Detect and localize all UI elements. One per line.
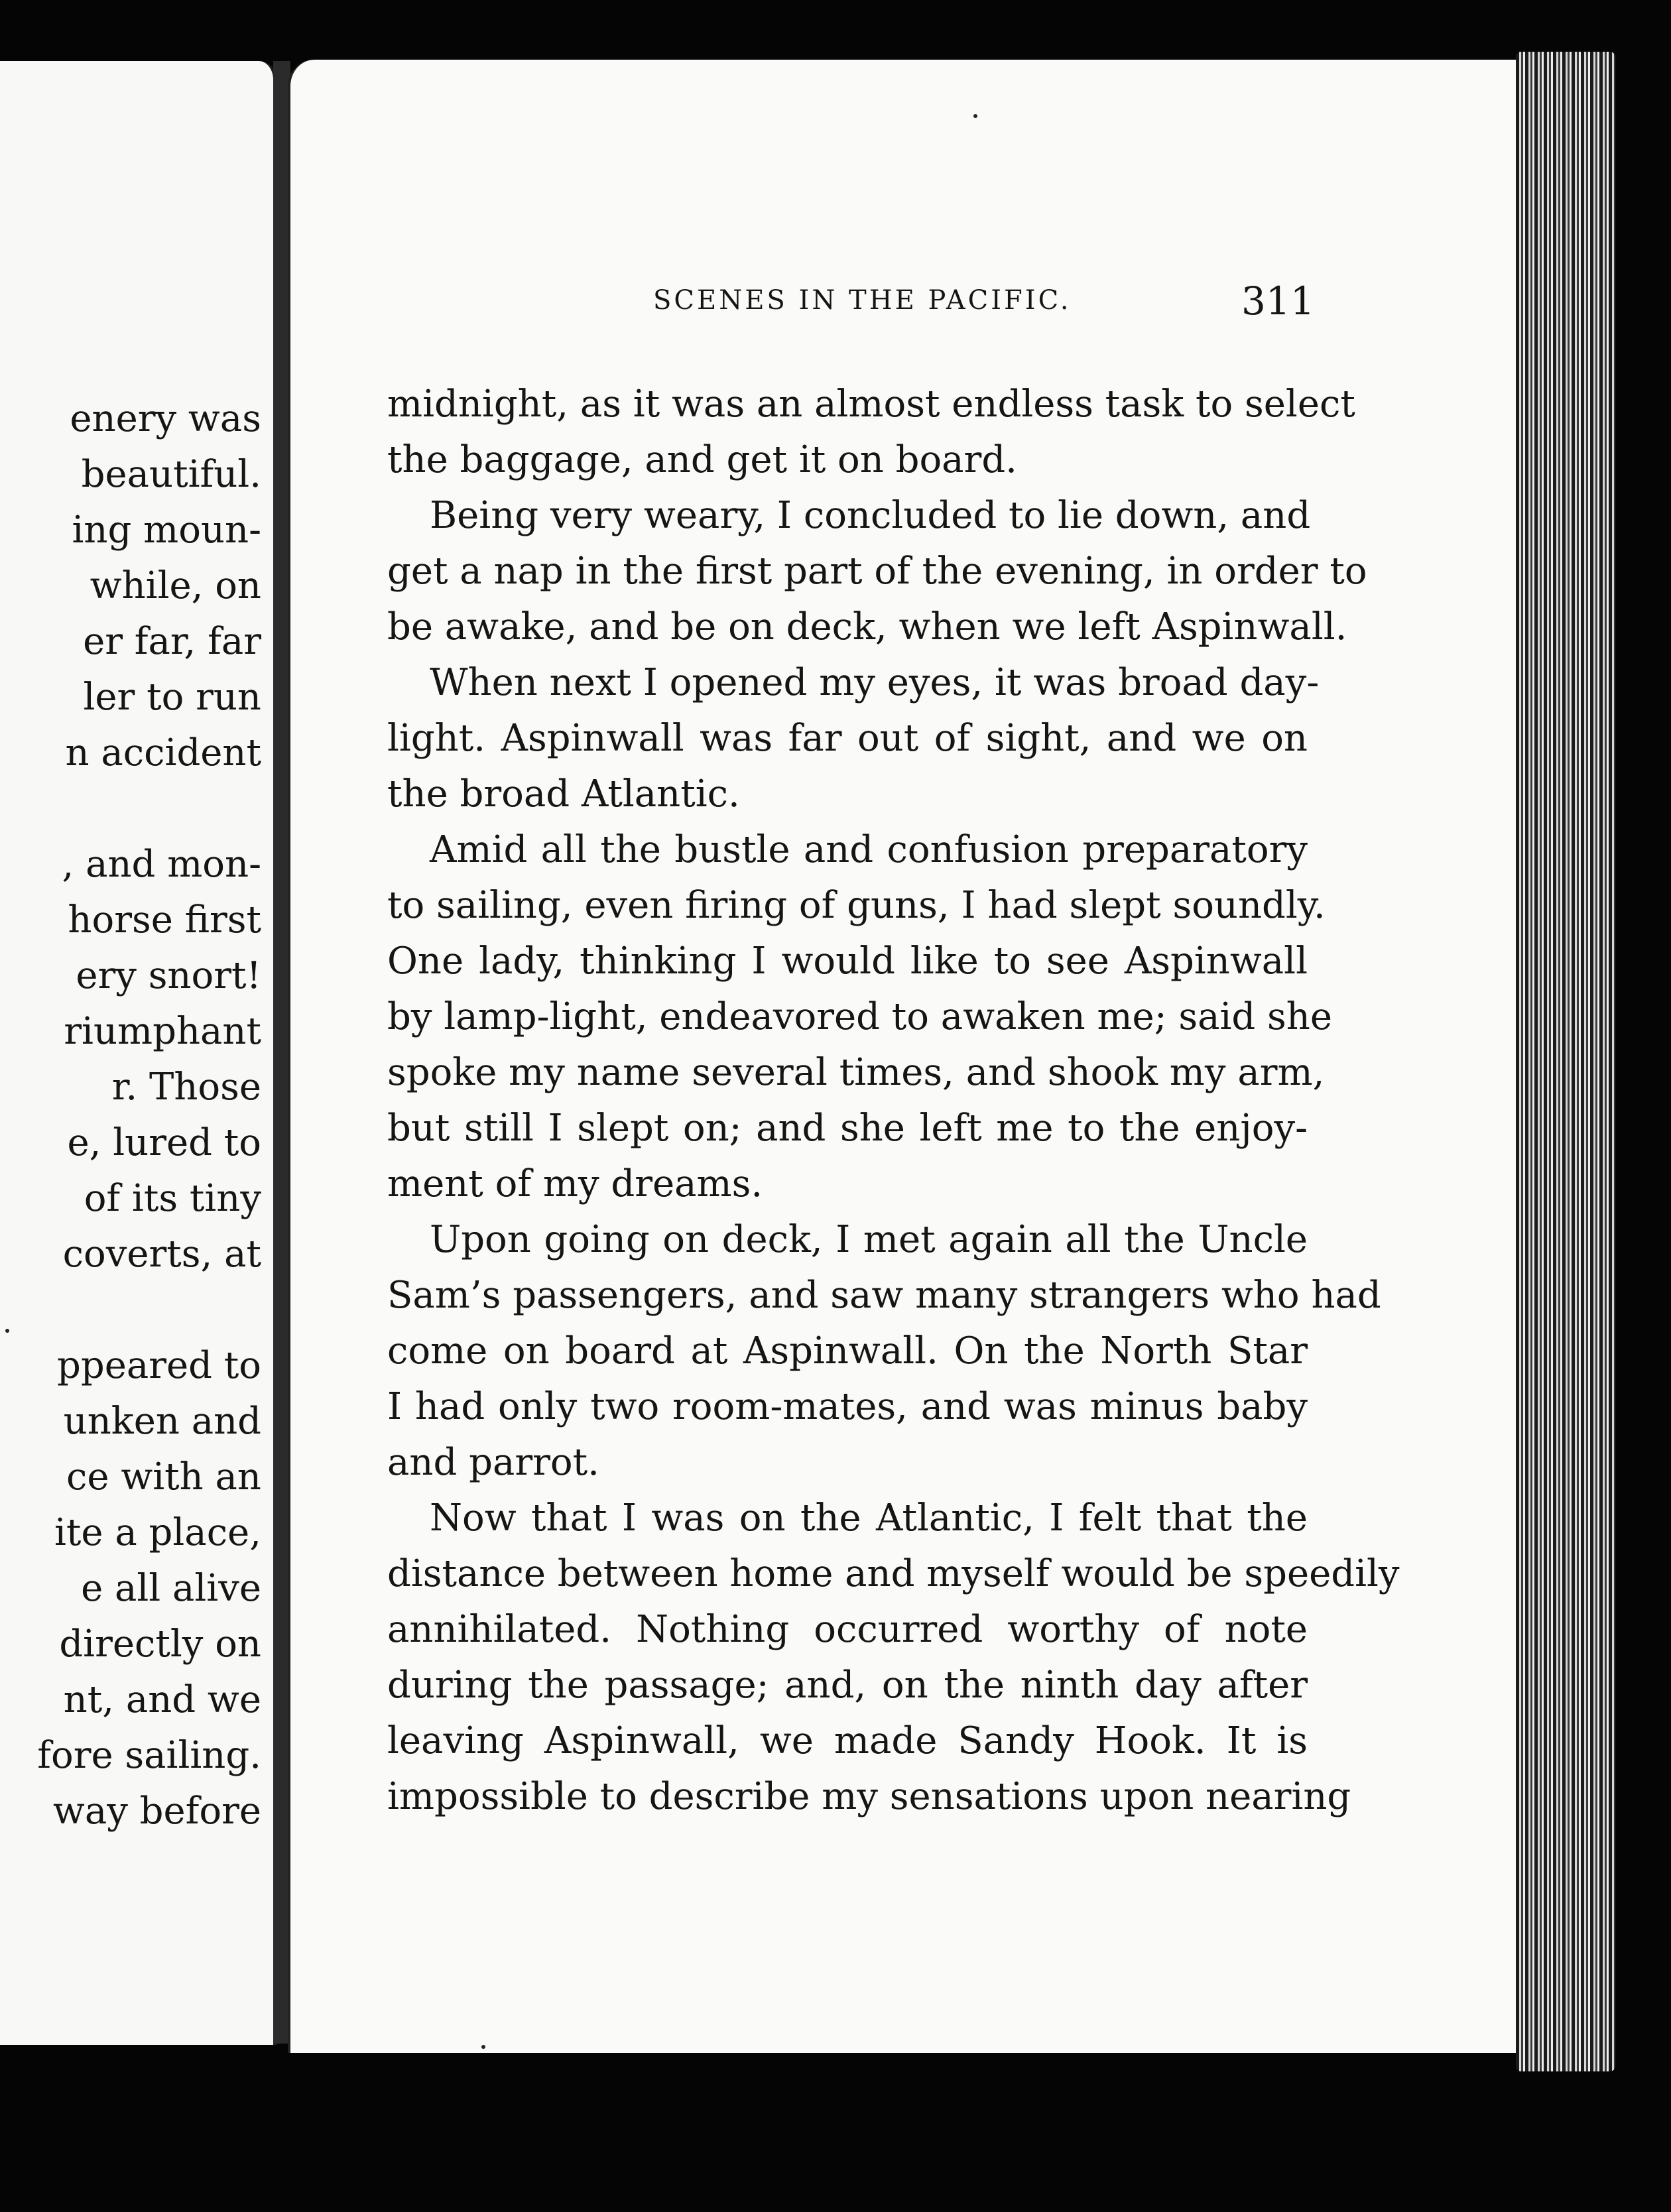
body-line: the broad Atlantic. (387, 772, 740, 816)
body-line: light. Aspinwall was far out of sight, and we on (387, 717, 1308, 760)
body-text (387, 377, 1400, 1825)
left-page-line: e, lured to (67, 1121, 261, 1164)
left-page-line: directly on (59, 1623, 261, 1666)
left-page-line: ite a place, (54, 1511, 261, 1554)
body-line: to sailing, even firing of guns, I had slept soundly. (387, 884, 1326, 927)
body-line: Amid all the bustle and confusion preparatory (430, 828, 1308, 871)
left-page-line: horse first (68, 898, 261, 942)
left-page-line: while, on (90, 564, 261, 607)
left-page-line: nt, and we (63, 1678, 261, 1721)
left-page-line: fore sailing. (37, 1734, 261, 1777)
page-number: 311 (1241, 278, 1315, 324)
page-edges (1516, 52, 1615, 2071)
body-line: by lamp-light, endeavored to awaken me; said she (387, 995, 1332, 1038)
left-page-line: enery was (70, 397, 261, 440)
body-line: impossible to describe my sensations upon nearing (387, 1775, 1351, 1818)
body-line: come on board at Aspinwall. On the North Star (387, 1329, 1308, 1373)
left-page-line: coverts, at (62, 1233, 261, 1276)
body-line: distance between home and myself would be speedily (387, 1552, 1400, 1595)
ink-speck (973, 114, 977, 118)
body-line: and parrot. (387, 1441, 599, 1484)
left-page-line: way before (52, 1790, 261, 1833)
body-line: leaving Aspinwall, we made Sandy Hook. It is (387, 1719, 1308, 1762)
body-line: I had only two room-mates, and was minus baby (387, 1385, 1308, 1428)
left-page-line: ce with an (66, 1455, 261, 1499)
left-page-line: ppeared to (57, 1344, 261, 1387)
left-page-line: beautiful. (81, 453, 261, 496)
body-line: One lady, thinking I would like to see Aspinwall (387, 940, 1308, 983)
body-line: midnight, as it was an almost endless task to select (387, 383, 1355, 426)
left-page-line: ery snort! (76, 954, 261, 997)
body-line: When next I opened my eyes, it was broad day- (430, 661, 1320, 704)
ink-speck (5, 1329, 9, 1333)
body-line: the baggage, and get it on board. (387, 438, 1017, 481)
body-line: spoke my name several times, and shook my arm, (387, 1051, 1325, 1094)
left-page-line: unken and (63, 1400, 261, 1443)
left-page-line: er far, far (83, 620, 261, 663)
body-line: ment of my dreams. (387, 1162, 763, 1205)
left-page-line: of its tiny (84, 1177, 261, 1220)
body-line: get a nap in the first part of the evening, in order to (387, 550, 1367, 593)
body-line: be awake, and be on deck, when we left Aspinwall. (387, 605, 1347, 648)
left-page (0, 61, 277, 2045)
body-line: annihilated. Nothing occurred worthy of note (387, 1608, 1308, 1651)
body-line: Now that I was on the Atlantic, I felt that the (430, 1497, 1308, 1540)
body-line: Sam’s passengers, and saw many strangers who had (387, 1274, 1381, 1317)
body-line: Upon going on deck, I met again all the Uncle (430, 1218, 1308, 1261)
left-page-line: ler to run (83, 676, 261, 719)
left-page-line: r. Those (111, 1066, 261, 1109)
left-page-line: e all alive (81, 1567, 261, 1610)
body-line: Being very weary, I concluded to lie down, and (430, 494, 1311, 537)
running-head: SCENES IN THE PACIFIC. (653, 285, 1072, 316)
left-page-line: riumphant (64, 1010, 261, 1053)
body-line: but still I slept on; and she left me to the enjoy- (387, 1107, 1308, 1150)
left-page-line: n accident (65, 731, 261, 774)
left-page-line: ing moun- (72, 509, 261, 552)
ink-speck (481, 2045, 485, 2049)
left-page-line: , and mon- (62, 843, 261, 886)
body-line: during the passage; and, on the ninth day after (387, 1664, 1308, 1707)
